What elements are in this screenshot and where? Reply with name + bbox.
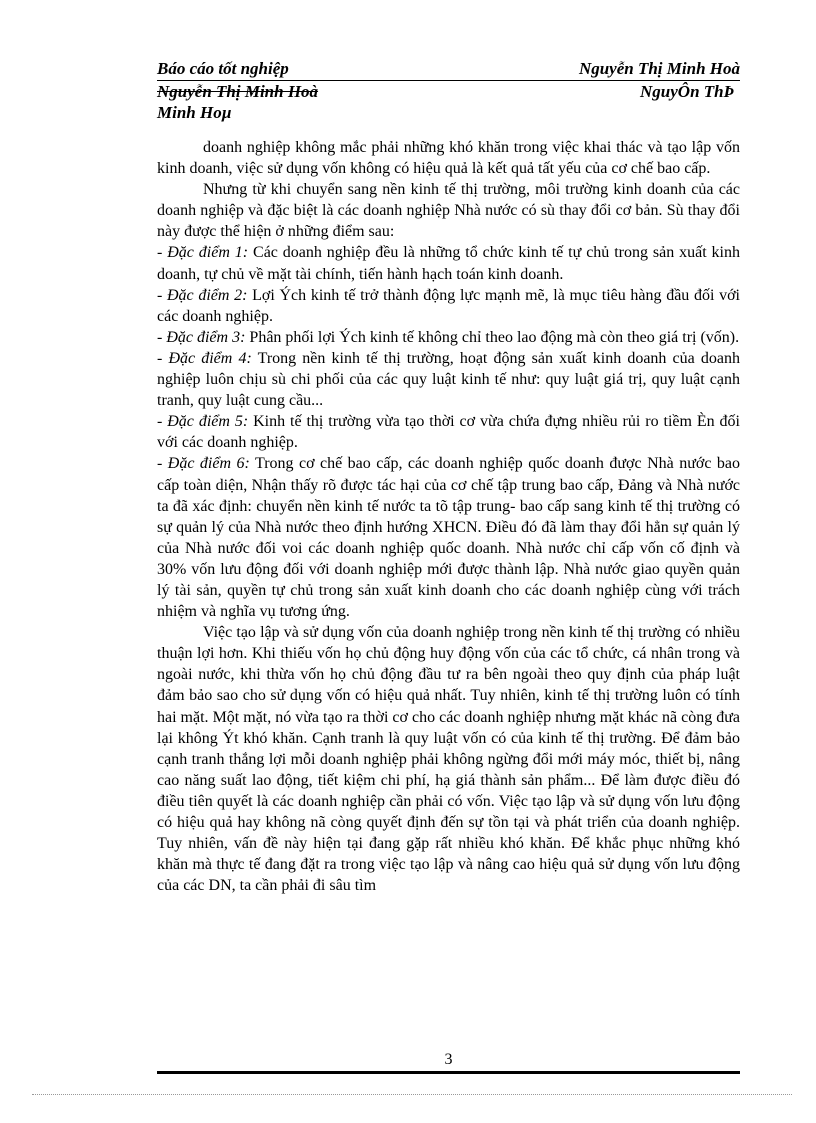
paragraph-3: Việc tạo lập và sử dụng vốn của doanh nghiệp trong nền kinh tế thị trường có nhiều thuận lợi hơn. Khi thiếu vốn họ chủ động huy động vốn của các tổ chức, cá nhân trong và ngoài nước, khi thừa vốn họ chủ động đầu tư ra bên ngoài theo quy định của pháp luật đảm bảo sao cho sử dụng vốn có hiệu quả nhất. Tuy nhiên, kinh tế thị trường luôn có tính hai mặt. Một mặt, nó vừa tạo ra thời cơ cho các doanh nghiệp nhưng mặt khác nã còng đưa lại không Ýt khó khăn. Cạnh tranh là quy luật vốn có của kinh tế thị trường. Để đảm bảo cạnh tranh thắng lợi mỗi doanh nghiệp phải không ngừng đổi mới máy móc, thiết bị, nâng cao năng suất lao động, tiết kiệm chi phí, hạ giá thành sản phẩm... Để làm được điều đó điều tiên quyết là các doanh nghiệp cần phải có vốn. Việc tạo lập và sử dụng vốn lưu động có hiệu quả hay không nã còng quyết định đến sự tồn tại và phát triển của doanh nghiệp. Tuy nhiên, vấn đề này hiện tại đang gặp rất nhiều khó khăn. Để khắc phục những khó khăn mà thực tế đang đặt ra trong việc tạo lập và nâng cao hiệu quả sử dụng vốn lưu động của các DN, ta cần phải đi sâu tìm (157, 624, 740, 895)
feature-3-text: Phân phối lợi Ých kinh tế không chỉ theo lao động mà còn theo giá trị (vốn). (245, 328, 740, 346)
report-title: Báo cáo tốt nghiệp (157, 59, 289, 78)
page-header (157, 58, 740, 123)
author-name-garbled-continuation: Minh Hoµ (157, 103, 232, 122)
page-break-line (32, 1094, 792, 1095)
feature-3 (157, 327, 740, 348)
paragraph-2: Nhưng từ khi chuyển sang nền kinh tế thị trường, môi trường kinh doanh của các doanh nghiệp và đặc biệt là các doanh nghiệp Nhà nước có sù thay đổi cơ bản. Sù thay đổi này được thể hiện ở những điểm sau: (157, 181, 740, 241)
feature-1-label: - Đặc điểm 1: (157, 244, 249, 262)
feature-4-label: - Đặc điểm 4: (157, 349, 252, 367)
feature-2 (157, 285, 740, 327)
feature-1 (157, 242, 740, 284)
author-name-duplicate: Nguyễn Thị Minh Hoà (157, 82, 319, 101)
author-name: Nguyễn Thị Minh Hoà (578, 59, 740, 78)
author-name-garbled: NguyÔn ThÞ (640, 82, 734, 101)
body-text (157, 137, 740, 896)
paragraph-1: doanh nghiệp không mắc phải những khó khăn trong việc khai thác và tạo lập vốn kinh doanh, việc sử dụng vốn không có hiệu quả là kết quả tất yếu của cơ chế bao cấp. (157, 139, 740, 178)
feature-2-label: - Đặc điểm 2: (157, 286, 248, 304)
feature-5-label: - Đặc điểm 5: (157, 413, 249, 431)
feature-5-text: Kinh tế thị trường vừa tạo thời cơ vừa chứa đựng nhiều rủi ro tiềm Èn đối với các doanh nghiệp. (157, 413, 740, 452)
feature-4 (157, 348, 740, 411)
feature-2-text: Lợi Ých kinh tế trở thành động lực mạnh mẽ, là mục tiêu hàng đầu đối với các doanh nghiệp. (157, 286, 741, 325)
feature-4-text: Trong nền kinh tế thị trường, hoạt động sản xuất kinh doanh của doanh nghiệp luôn chịu sù chi phối của các quy luật kinh tế như: quy luật giá trị, quy luật cạnh tranh, quy luật cung cầu... (157, 349, 740, 410)
feature-6 (157, 453, 740, 622)
page-number: 3 (444, 1051, 453, 1068)
page-footer (157, 1050, 740, 1070)
header-row-1 (157, 58, 740, 80)
feature-6-text: Trong cơ chế bao cấp, các doanh nghiệp quốc doanh được Nhà nước bao cấp toàn diện, Nhận thấy rõ được tác hại của cơ chế tập trung bao cấp, Đảng và Nhà nước ta đã xác định: chuyển nền kinh tế nước ta tõ tập trung- bao cấp sang kinh tế thị trường có sự quản lý của Nhà nước theo định hướng XHCN. Điều đó đã làm thay đổi hẳn sự quản lý của Nhà nước đối voi các doanh nghiệp quốc doanh. Nhà nước chỉ cấp vốn cố định và 30% vốn lưu động đối với doanh nghiệp mới được thành lập. Nhà nước giao quyền quản lý tài sản, quyền tự chủ trong sản xuất kinh doanh cho các doanh nghiệp cùng với trách nhiệm và nghĩa vụ tương ứng. (157, 455, 741, 621)
header-row-2 (157, 80, 740, 103)
feature-1-text: Các doanh nghiệp đều là những tổ chức kinh tế tự chủ trong sản xuất kinh doanh, tự chủ về mặt tài chính, tiến hành hạch toán kinh doanh. (157, 244, 741, 283)
footer-rule (157, 1071, 740, 1074)
feature-6-label: - Đặc điểm 6: (157, 455, 250, 473)
feature-3-label: - Đặc điểm 3: (157, 328, 246, 346)
feature-5 (157, 411, 740, 453)
